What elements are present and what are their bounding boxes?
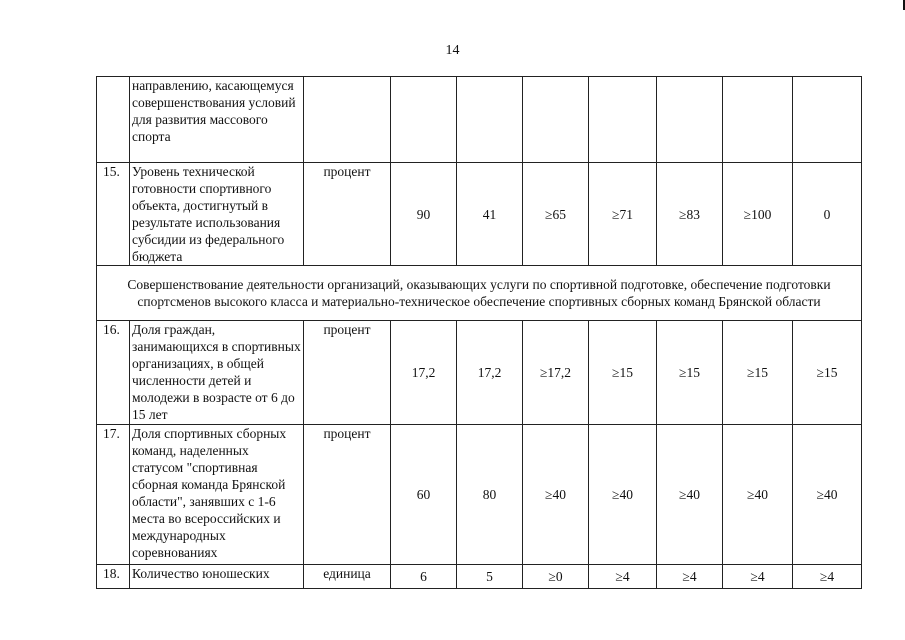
value-cell: 90: [391, 163, 457, 266]
indicator-name: направлению, касающемуся совершенствования условий для развития массового спорта: [130, 77, 304, 163]
unit-cell: единица: [304, 565, 391, 589]
indicator-name: Доля граждан, занимающихся в спортивных организациях, в общей численности детей и молодежи в возрасте от 6 до 15 лет: [130, 321, 304, 425]
value-cell: 0: [793, 163, 862, 266]
value-cell: [657, 77, 723, 163]
indicator-name: Количество юношеских: [130, 565, 304, 589]
value-cell: ≥15: [589, 321, 657, 425]
value-cell: ≥40: [723, 425, 793, 565]
unit-cell: [304, 77, 391, 163]
row-number: [97, 77, 130, 163]
section-heading: Совершенствование деятельности организаций, оказывающих услуги по спортивной подготовке, обеспечение подготовки спортсменов высокого класса и материально-техническое обеспечение спортивных сборных команд Брянской области: [97, 266, 862, 321]
indicators-table: [96, 76, 862, 589]
value-cell: 17,2: [457, 321, 523, 425]
value-cell: ≥83: [657, 163, 723, 266]
table-row: [97, 425, 862, 565]
value-cell: ≥0: [523, 565, 589, 589]
row-number: 16.: [97, 321, 130, 425]
value-cell: ≥100: [723, 163, 793, 266]
value-cell: ≥15: [723, 321, 793, 425]
table-row: [97, 321, 862, 425]
value-cell: [793, 77, 862, 163]
indicator-name: Доля спортивных сборных команд, наделенных статусом "спортивная сборная команда Брянской области", занявших с 1-6 места во всероссийских и международных соревнованиях: [130, 425, 304, 565]
value-cell: ≥71: [589, 163, 657, 266]
section-row: [97, 266, 862, 321]
value-cell: ≥40: [657, 425, 723, 565]
table-row: [97, 77, 862, 163]
value-cell: [589, 77, 657, 163]
value-cell: 17,2: [391, 321, 457, 425]
value-cell: ≥4: [793, 565, 862, 589]
value-cell: ≥4: [657, 565, 723, 589]
value-cell: 41: [457, 163, 523, 266]
value-cell: 5: [457, 565, 523, 589]
value-cell: ≥40: [589, 425, 657, 565]
row-number: 18.: [97, 565, 130, 589]
value-cell: [523, 77, 589, 163]
value-cell: ≥17,2: [523, 321, 589, 425]
table-row: [97, 565, 862, 589]
value-cell: ≥65: [523, 163, 589, 266]
value-cell: [723, 77, 793, 163]
value-cell: 80: [457, 425, 523, 565]
table-row: [97, 163, 862, 266]
value-cell: ≥4: [589, 565, 657, 589]
value-cell: ≥40: [793, 425, 862, 565]
value-cell: 60: [391, 425, 457, 565]
value-cell: ≥15: [657, 321, 723, 425]
unit-cell: процент: [304, 425, 391, 565]
page-number: 14: [445, 43, 460, 58]
indicator-name: Уровень технической готовности спортивного объекта, достигнутый в результате использования субсидии из федерального бюджета: [130, 163, 304, 266]
unit-cell: процент: [304, 321, 391, 425]
value-cell: 6: [391, 565, 457, 589]
row-number: 15.: [97, 163, 130, 266]
unit-cell: процент: [304, 163, 391, 266]
value-cell: ≥15: [793, 321, 862, 425]
value-cell: ≥40: [523, 425, 589, 565]
value-cell: [391, 77, 457, 163]
value-cell: [457, 77, 523, 163]
row-number: 17.: [97, 425, 130, 565]
value-cell: ≥4: [723, 565, 793, 589]
